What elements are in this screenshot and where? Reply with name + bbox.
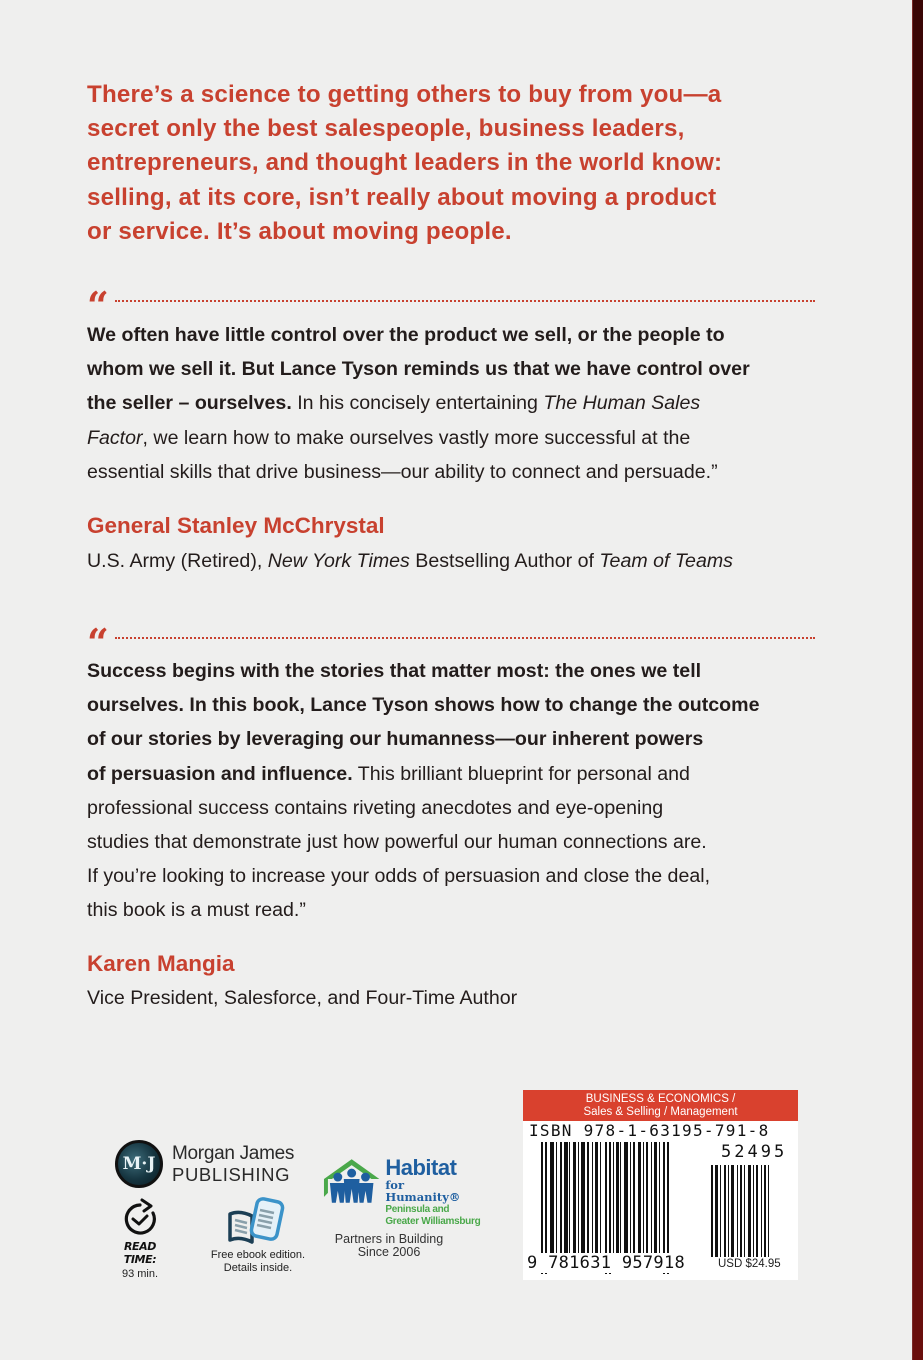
ebook-line: Details inside. <box>223 1261 293 1274</box>
quote-text: this book is a must read.” <box>87 899 306 922</box>
habitat-chapter: Greater Williamsburg <box>385 1216 481 1227</box>
isbn-text: ISBN 978-1-63195-791-8 <box>529 1121 770 1140</box>
endorser-name: General Stanley McChrystal <box>87 513 385 538</box>
endorser-title: Vice President, Salesforce, and Four-Time Author <box>87 987 518 1009</box>
quote-mark-icon: “ <box>87 620 105 665</box>
ebook-tablet-icon <box>226 1196 290 1246</box>
book-spine-edge <box>912 0 923 1360</box>
price-label: USD $24.95 <box>718 1258 781 1270</box>
dotted-rule <box>115 637 815 639</box>
read-time-badge <box>108 1198 172 1280</box>
read-time-label: READ TIME: <box>123 1240 157 1266</box>
quote-text: essential skills that drive business—our ability to connect and persuade.” <box>87 460 718 483</box>
publisher-subname: PUBLISHING <box>172 1164 291 1185</box>
stopwatch-icon <box>120 1198 160 1238</box>
quote-text: of our stories by leveraging our humanness—our inherent powers <box>87 728 704 751</box>
title-text: U.S. Army (Retired), <box>87 550 268 572</box>
title-text: Bestselling Author of <box>409 550 600 572</box>
isbn-barcode-box <box>523 1090 798 1280</box>
quote-mark-icon: “ <box>87 283 105 328</box>
price-addon-digits: 52495 <box>721 1142 788 1162</box>
bisac-category-band <box>523 1090 798 1121</box>
title-italic: New York Times <box>267 550 410 572</box>
quote-text: We often have little control over the product we sell, or the people to <box>87 324 725 346</box>
publisher-name: Morgan James <box>172 1143 295 1164</box>
habitat-subtitle: for Humanity® <box>385 1178 461 1204</box>
price-addon-bars <box>711 1165 791 1257</box>
intro-line: secret only the best salespeople, business leaders, <box>87 115 685 143</box>
ean-barcode-bars <box>541 1142 701 1254</box>
intro-blurb <box>87 78 777 249</box>
quote-text: professional success contains riveting anecdotes and eye-opening <box>87 796 664 819</box>
partners-line: Partners in Building <box>334 1232 444 1246</box>
quote-text: In his concisely entertaining <box>291 392 544 415</box>
quote-text: of persuasion and influence. <box>87 762 353 785</box>
intro-line: There’s a science to getting others to buy from you—a <box>87 81 722 108</box>
habitat-house-people-icon <box>322 1157 381 1205</box>
habitat-title: Habitat <box>385 1155 457 1180</box>
quote-text: the seller – ourselves. <box>87 392 292 415</box>
quote-text: If you’re looking to increase your odds of persuasion and close the deal, <box>87 865 711 888</box>
intro-line: selling, at its core, isn’t really about moving a product <box>87 183 717 211</box>
intro-line: or service. It’s about moving people. <box>87 217 512 245</box>
quote-text: studies that demonstrate just how powerful our human connections are. <box>87 831 707 854</box>
partners-line: Since 2006 <box>357 1245 421 1259</box>
testimonial-quote <box>87 654 822 928</box>
quote-text: Success begins with the stories that matter most: the ones we tell <box>87 660 702 682</box>
habitat-for-humanity-logo <box>322 1157 482 1259</box>
quote-text: , we learn how to make ourselves vastly more successful at the <box>142 426 691 449</box>
quote-text: whom we sell it. But Lance Tyson reminds us that we have control over <box>87 358 750 381</box>
free-ebook-badge <box>200 1196 316 1274</box>
morgan-james-logo <box>115 1140 294 1188</box>
book-title-italic: The Human Sales <box>543 392 701 415</box>
dotted-rule <box>115 300 815 302</box>
category-line: BUSINESS & ECONOMICS / <box>585 1093 736 1105</box>
quote-text: This brilliant blueprint for personal and <box>352 762 690 785</box>
title-italic: Team of Teams <box>599 550 733 572</box>
ean-digits: 9 781631 957918 <box>527 1253 686 1273</box>
read-time-value: 93 min. <box>121 1268 159 1280</box>
ebook-line: Free ebook edition. <box>210 1249 306 1261</box>
endorser-name: Karen Mangia <box>87 951 235 976</box>
category-line: Sales & Selling / Management <box>583 1106 738 1118</box>
endorser-title <box>87 548 733 574</box>
quote-divider <box>87 283 815 328</box>
mj-monogram-icon: M·J <box>115 1140 163 1188</box>
quote-divider <box>87 620 815 665</box>
habitat-chapter: Peninsula and <box>385 1204 450 1215</box>
book-title-italic: Factor <box>87 426 143 449</box>
quote-text: ourselves. In this book, Lance Tyson shows how to change the outcome <box>87 694 760 717</box>
testimonial-quote <box>87 318 822 489</box>
intro-line: entrepreneurs, and thought leaders in the world know: <box>87 149 723 177</box>
